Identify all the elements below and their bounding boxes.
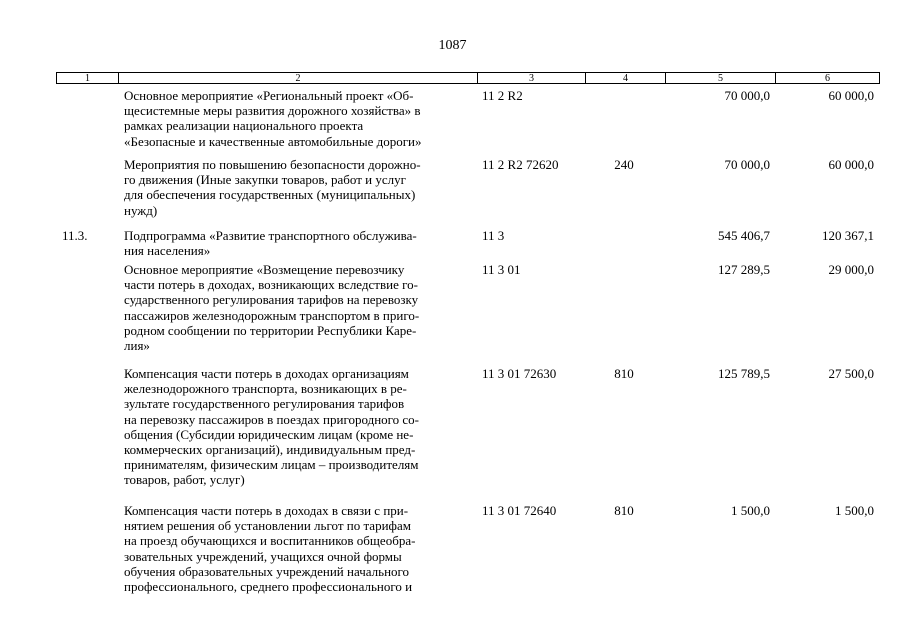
description-line: Основное мероприятие «Возмещение перевозчику (124, 262, 405, 277)
description-line: лия» (124, 338, 150, 354)
description-line: «Безопасные и качественные автомобильные дороги» (124, 133, 422, 149)
description-line: нятием решения об установлении льгот по тарифам (124, 518, 411, 534)
row-amount-2: 120 367,1 (822, 228, 874, 243)
row-amount-1: 127 289,5 (718, 262, 770, 277)
description-line: Компенсация части потерь в доходах в связи с при- (124, 503, 409, 518)
description-line: на перевозку пассажиров в поездах пригородного со- (124, 411, 420, 427)
column-header-4: 4 (586, 73, 666, 83)
row-amount-2: 29 000,0 (828, 262, 874, 277)
column-header-3: 3 (478, 73, 586, 83)
description-line: на проезд обучающихся и воспитанников общеобра- (124, 533, 416, 549)
description-line: обучения образовательных учреждений начального (124, 563, 410, 579)
row-amount-2: 60 000,0 (828, 88, 874, 103)
column-header-6: 6 (825, 73, 830, 84)
row-amount-1: 70 000,0 (724, 88, 770, 103)
column-header-1: 1 (57, 73, 119, 83)
description-line: Основное мероприятие «Региональный проект «Об- (124, 88, 414, 103)
description-line: товаров, работ, услуг) (124, 472, 245, 488)
row-description (124, 366, 473, 488)
row-description (124, 157, 473, 218)
row-code: 11 3 01 72640 (482, 503, 557, 518)
description-line: железнодорожного транспорта, возникающих в ре- (124, 381, 407, 397)
row-description (124, 503, 473, 594)
description-line: сударственного регулирования тарифов на перевозку (124, 292, 419, 308)
row-amount-1: 70 000,0 (724, 157, 770, 172)
description-line: принимателям, физическим лицам – производителям (124, 457, 419, 473)
description-line: рамках реализации национального проекта (124, 118, 364, 134)
description-line: щесистемные меры развития дорожного хозяйства» в (124, 103, 421, 119)
row-code: 11 3 (482, 228, 505, 243)
description-line: Компенсация части потерь в доходах организациям (124, 366, 409, 381)
column-header-row (56, 72, 880, 84)
row-code: 11 3 01 72630 (482, 366, 557, 381)
description-line: зультате государственного регулирования тарифов (124, 396, 405, 412)
row-amount-1: 1 500,0 (731, 503, 770, 518)
row-description (124, 228, 473, 258)
description-line: родном сообщении по территории Республики Каре- (124, 322, 417, 338)
row-amount-2: 60 000,0 (828, 157, 874, 172)
description-line: части потерь в доходах, возникающих вследствие го- (124, 277, 418, 293)
row-description (124, 262, 473, 353)
page-number: 1087 (438, 38, 467, 53)
row-amount-2: 27 500,0 (828, 366, 874, 381)
description-line: го движения (Иные закупки товаров, работ и услуг (124, 172, 406, 188)
row-number: 11.3. (62, 228, 88, 243)
description-line: нужд) (124, 202, 158, 218)
row-amount-2: 1 500,0 (835, 503, 874, 518)
description-line: зовательных учреждений, учащихся очной формы (124, 548, 402, 564)
row-expense-type: 810 (614, 503, 634, 518)
row-description (124, 88, 473, 149)
row-expense-type: 810 (614, 366, 634, 381)
description-line: коммерческих организаций), индивидуальным пред- (124, 442, 416, 458)
description-line: для обеспечения государственных (муниципальных) (124, 187, 416, 203)
column-header-5: 5 (666, 73, 776, 83)
description-line: ния населения» (124, 243, 211, 259)
column-header-2: 2 (119, 73, 478, 83)
row-amount-1: 545 406,7 (718, 228, 770, 243)
row-code: 11 2 R2 (482, 88, 523, 103)
row-expense-type: 240 (614, 157, 634, 172)
row-code: 11 2 R2 72620 (482, 157, 559, 172)
description-line: Мероприятия по повышению безопасности дорожно- (124, 157, 421, 172)
description-line: Подпрограмма «Развитие транспортного обслужива- (124, 228, 417, 243)
row-code: 11 3 01 (482, 262, 521, 277)
description-line: профессионального, среднего профессионального и (124, 579, 413, 595)
description-line: общения (Субсидии юридическим лицам (кроме не- (124, 426, 414, 442)
description-line: пассажиров железнодорожным транспортом в приго- (124, 307, 420, 323)
row-amount-1: 125 789,5 (718, 366, 770, 381)
